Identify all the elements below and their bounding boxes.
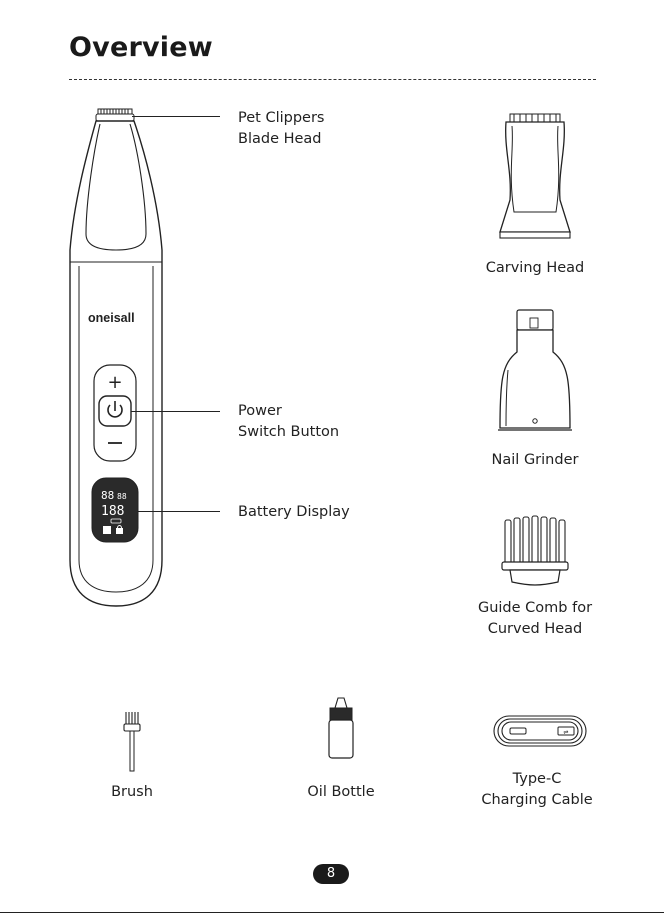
page-number-badge: 8: [313, 864, 349, 884]
svg-text:88: 88: [101, 489, 115, 502]
usb-icon: ⇌: [563, 729, 569, 736]
oil-bottle-label: Oil Bottle: [307, 784, 375, 800]
blade-head-label: Pet Clippers Blade Head: [238, 110, 325, 147]
plus-icon: +: [107, 372, 123, 393]
clipper-brand-logo: oneisall: [88, 311, 135, 325]
svg-text:188: 188: [101, 504, 125, 519]
brush-label: Brush: [111, 784, 153, 800]
svg-text:88: 88: [117, 492, 127, 501]
carving-head-label: Carving Head: [485, 260, 585, 276]
type-c-cable-label: Type-C Charging Cable: [481, 771, 593, 808]
page-bottom-rule: [0, 912, 664, 913]
power-switch-label: Power Switch Button: [238, 403, 340, 440]
nail-grinder-label: Nail Grinder: [491, 452, 579, 468]
page-title: Overview: [69, 32, 213, 63]
guide-comb-label: Guide Comb for Curved Head: [477, 600, 593, 637]
battery-display-label: Battery Display: [238, 504, 350, 520]
